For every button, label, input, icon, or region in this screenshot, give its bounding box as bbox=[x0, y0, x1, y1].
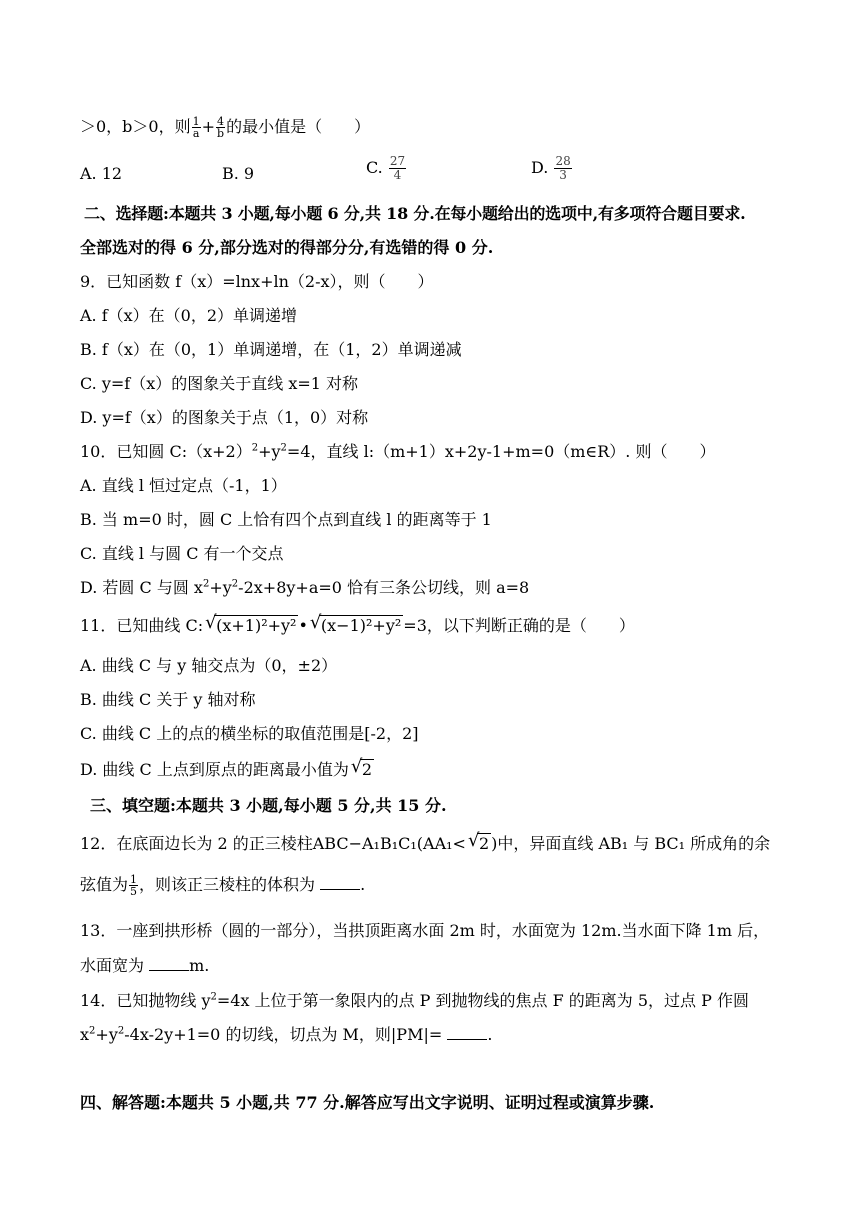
q9-stem: 9．已知函数 f（x）=lnx+ln（2-x），则（ ） bbox=[80, 272, 434, 291]
q14-answer-blank[interactable] bbox=[447, 1025, 487, 1040]
section2-instructions: 全部选对的得 6 分,部分选对的得部分分,有选错的得 0 分. bbox=[80, 238, 494, 257]
q12-line1: 12．在底面边长为 2 的正三棱柱ABC−A₁B₁C₁(AA₁< √ 2 )中，异面直线 AB₁ 与 BC₁ 所成角的余 bbox=[80, 830, 771, 853]
q11-option-d-radical: √ 2 bbox=[350, 756, 373, 779]
section4-heading: 四、解答题:本题共 5 小题,共 77 分.解答应写出文字说明、证明过程或演算步骤. bbox=[80, 1093, 655, 1112]
q13-answer-blank[interactable] bbox=[149, 956, 189, 971]
q8-option-b[interactable]: B. 9 bbox=[222, 164, 255, 183]
q10-option-d[interactable]: D. 若圆 C 与圆 $x^2+y^2-2x+8y+a=0$ 恰有三条公切线，则 a=8 bbox=[80, 578, 530, 597]
q12-prism-notation: ABC−A₁B₁C₁(AA₁< √ 2 ) bbox=[312, 830, 498, 853]
q8-frac-4-b: $\frac{4}{b}$ bbox=[217, 115, 225, 140]
q12-line2: 弦值为 $\frac{1}{5}$ ，则该正三棱柱的体积为 . bbox=[80, 873, 366, 898]
q10-stem: 10．已知圆 $C:(x+2)^2+y^2=4$，直线 l:（m+1）x+2y-1+m=0（m∈R）. 则（ ） bbox=[80, 442, 716, 461]
q11-stem: 11．已知曲线 C: √ (x+1)²+y² • √ (x−1)²+y² =3，以下判断正确的是（ ） bbox=[80, 612, 635, 635]
q9-option-c[interactable]: C. y=f（x）的图象关于直线 x=1 对称 bbox=[80, 374, 359, 393]
section3-heading: 三、填空题:本题共 3 小题,每小题 5 分,共 15 分. bbox=[90, 796, 447, 815]
q8-option-c-frac: $\frac{27}{4}$ bbox=[389, 154, 406, 182]
q8-stem: ＞0，b＞0，则 $\frac{1}{a}$ + $\frac{4}{b}$ 的最小值是（ ） bbox=[80, 115, 371, 140]
q11-radical-2: √ (x−1)²+y² bbox=[309, 612, 402, 635]
q8-option-c[interactable]: C. $\frac{27}{4}$ bbox=[366, 154, 406, 182]
q11-option-d[interactable]: D. 曲线 C 上点到原点的距离最小值为 √ 2 bbox=[80, 756, 373, 779]
q11-radical-1: √ (x+1)²+y² bbox=[205, 612, 297, 635]
q9-option-a[interactable]: A. f（x）在（0，2）单调递增 bbox=[80, 306, 298, 325]
q14-line1: 14．已知抛物线 $y^2=4x$ 上位于第一象限内的点 P 到抛物线的焦点 F 的距离为 5，过点 P 作圆 bbox=[80, 991, 749, 1010]
q10-option-a[interactable]: A. 直线 l 恒过定点（-1，1） bbox=[80, 476, 287, 495]
q12-answer-blank[interactable] bbox=[320, 875, 360, 890]
section2-heading: 二、选择题:本题共 3 小题,每小题 6 分,共 18 分.在每小题给出的选项中,有多项符合题目要求. bbox=[84, 204, 746, 223]
q12-frac: $\frac{1}{5}$ bbox=[130, 873, 138, 898]
q8-option-d-frac: $\frac{28}{3}$ bbox=[555, 154, 571, 182]
q8-frac-1-a: $\frac{1}{a}$ bbox=[192, 115, 200, 140]
q14-line2: $x^2+y^2-4x-2y+1=0$ 的切线，切点为 M，则|PM|= . bbox=[80, 1025, 493, 1044]
q8-option-a[interactable]: A. 12 bbox=[80, 164, 123, 183]
q8-option-d[interactable]: D. $\frac{28}{3}$ bbox=[531, 154, 571, 182]
q11-option-c[interactable]: C. 曲线 C 上的点的横坐标的取值范围是[-2，2] bbox=[80, 724, 419, 743]
q9-option-d[interactable]: D. y=f（x）的图象关于点（1，0）对称 bbox=[80, 408, 369, 427]
q13-line2: 水面宽为 m. bbox=[80, 956, 210, 975]
q10-option-c[interactable]: C. 直线 l 与圆 C 有一个交点 bbox=[80, 544, 284, 563]
q10-option-b[interactable]: B. 当 m=0 时，圆 C 上恰有四个点到直线 l 的距离等于 1 bbox=[80, 510, 492, 529]
q11-option-b[interactable]: B. 曲线 C 关于 y 轴对称 bbox=[80, 690, 256, 709]
q13-line1: 13．一座到拱形桥（圆的一部分），当拱顶距离水面 2m 时，水面宽为 12m.当水面下降 1m 后， bbox=[80, 921, 770, 940]
q9-option-b[interactable]: B. f（x）在（0，1）单调递增，在（1，2）单调递减 bbox=[80, 340, 462, 359]
q11-option-a[interactable]: A. 曲线 C 与 y 轴交点为（0，±2） bbox=[80, 656, 338, 675]
